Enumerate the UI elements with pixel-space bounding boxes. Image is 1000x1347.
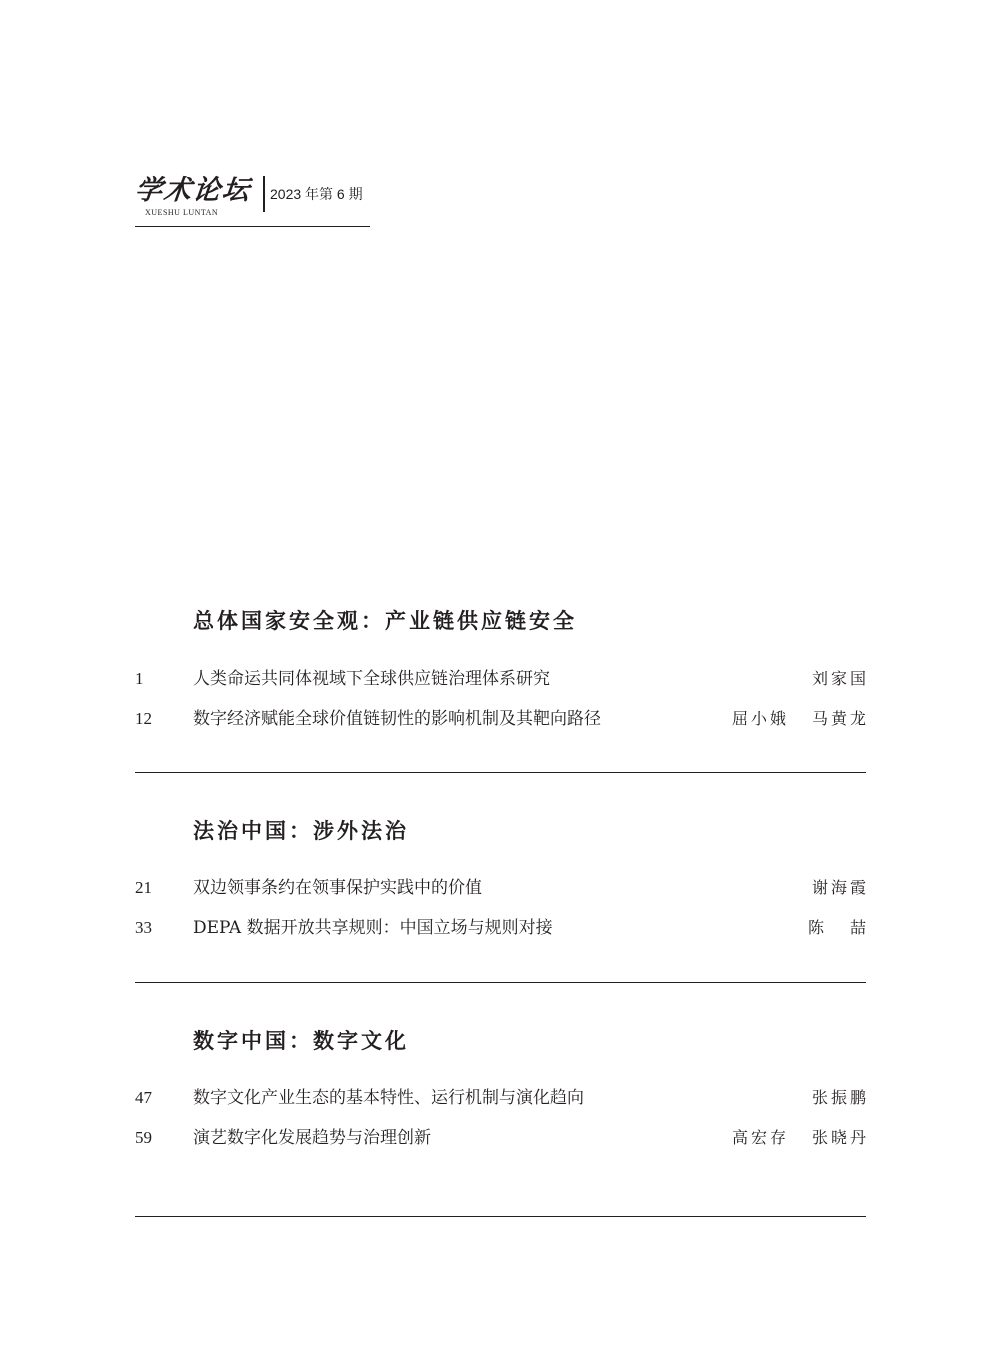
toc-entry[interactable] <box>135 1085 869 1111</box>
toc-entry[interactable] <box>135 875 869 901</box>
header-divider <box>263 176 265 212</box>
article-authors <box>811 875 869 901</box>
article-authors <box>811 1085 869 1111</box>
author-name: 陈喆 <box>807 918 892 937</box>
page-number: 1 <box>135 669 144 688</box>
page-number: 47 <box>135 1088 152 1107</box>
article-title[interactable]: DEPA 数据开放共享规则：中国立场与规则对接 <box>193 918 553 938</box>
section-title: 法治中国：涉外法治 <box>193 818 409 843</box>
page-number: 21 <box>135 878 152 897</box>
section-title: 总体国家安全观：产业链供应链安全 <box>193 608 577 633</box>
toc-entry[interactable] <box>135 1125 869 1151</box>
author-name: 张晓丹 <box>811 1128 869 1147</box>
toc-section <box>135 606 869 776</box>
journal-header <box>135 170 370 228</box>
author-name: 张振鹏 <box>811 1088 869 1107</box>
author-name: 高宏存 <box>731 1128 789 1147</box>
journal-logo: 学术论坛 <box>133 175 253 206</box>
toc-section <box>135 1026 869 1221</box>
author-name: 刘家国 <box>811 669 869 688</box>
page-number: 59 <box>135 1128 152 1147</box>
article-title[interactable]: 人类命运共同体视域下全球供应链治理体系研究 <box>193 669 550 689</box>
article-title[interactable]: 数字文化产业生态的基本特性、运行机制与演化趋向 <box>193 1088 584 1108</box>
toc-entry[interactable] <box>135 706 869 732</box>
article-authors <box>811 666 869 692</box>
toc-section <box>135 816 892 986</box>
section-divider <box>135 982 866 983</box>
section-divider <box>135 772 866 773</box>
section-title: 数字中国：数字文化 <box>193 1028 409 1053</box>
journal-romanized-name: XUESHU LUNTAN <box>145 208 219 217</box>
toc-entry[interactable] <box>135 915 892 941</box>
author-name: 马黄龙 <box>811 709 869 728</box>
article-authors <box>731 706 869 732</box>
section-divider <box>135 1216 866 1217</box>
article-authors <box>807 915 892 941</box>
article-title[interactable]: 演艺数字化发展趋势与治理创新 <box>193 1128 431 1148</box>
page-number: 12 <box>135 709 152 728</box>
issue-label: 2023 年第 6 期 <box>270 186 363 202</box>
page-number: 33 <box>135 918 152 937</box>
article-authors <box>731 1125 869 1151</box>
toc-entry[interactable] <box>135 666 869 692</box>
article-title[interactable]: 双边领事条约在领事保护实践中的价值 <box>193 878 482 898</box>
header-rule <box>135 226 370 227</box>
article-title[interactable]: 数字经济赋能全球价值链韧性的影响机制及其靶向路径 <box>193 709 601 729</box>
author-name: 谢海霞 <box>811 878 869 897</box>
author-name: 屈小娥 <box>731 709 789 728</box>
